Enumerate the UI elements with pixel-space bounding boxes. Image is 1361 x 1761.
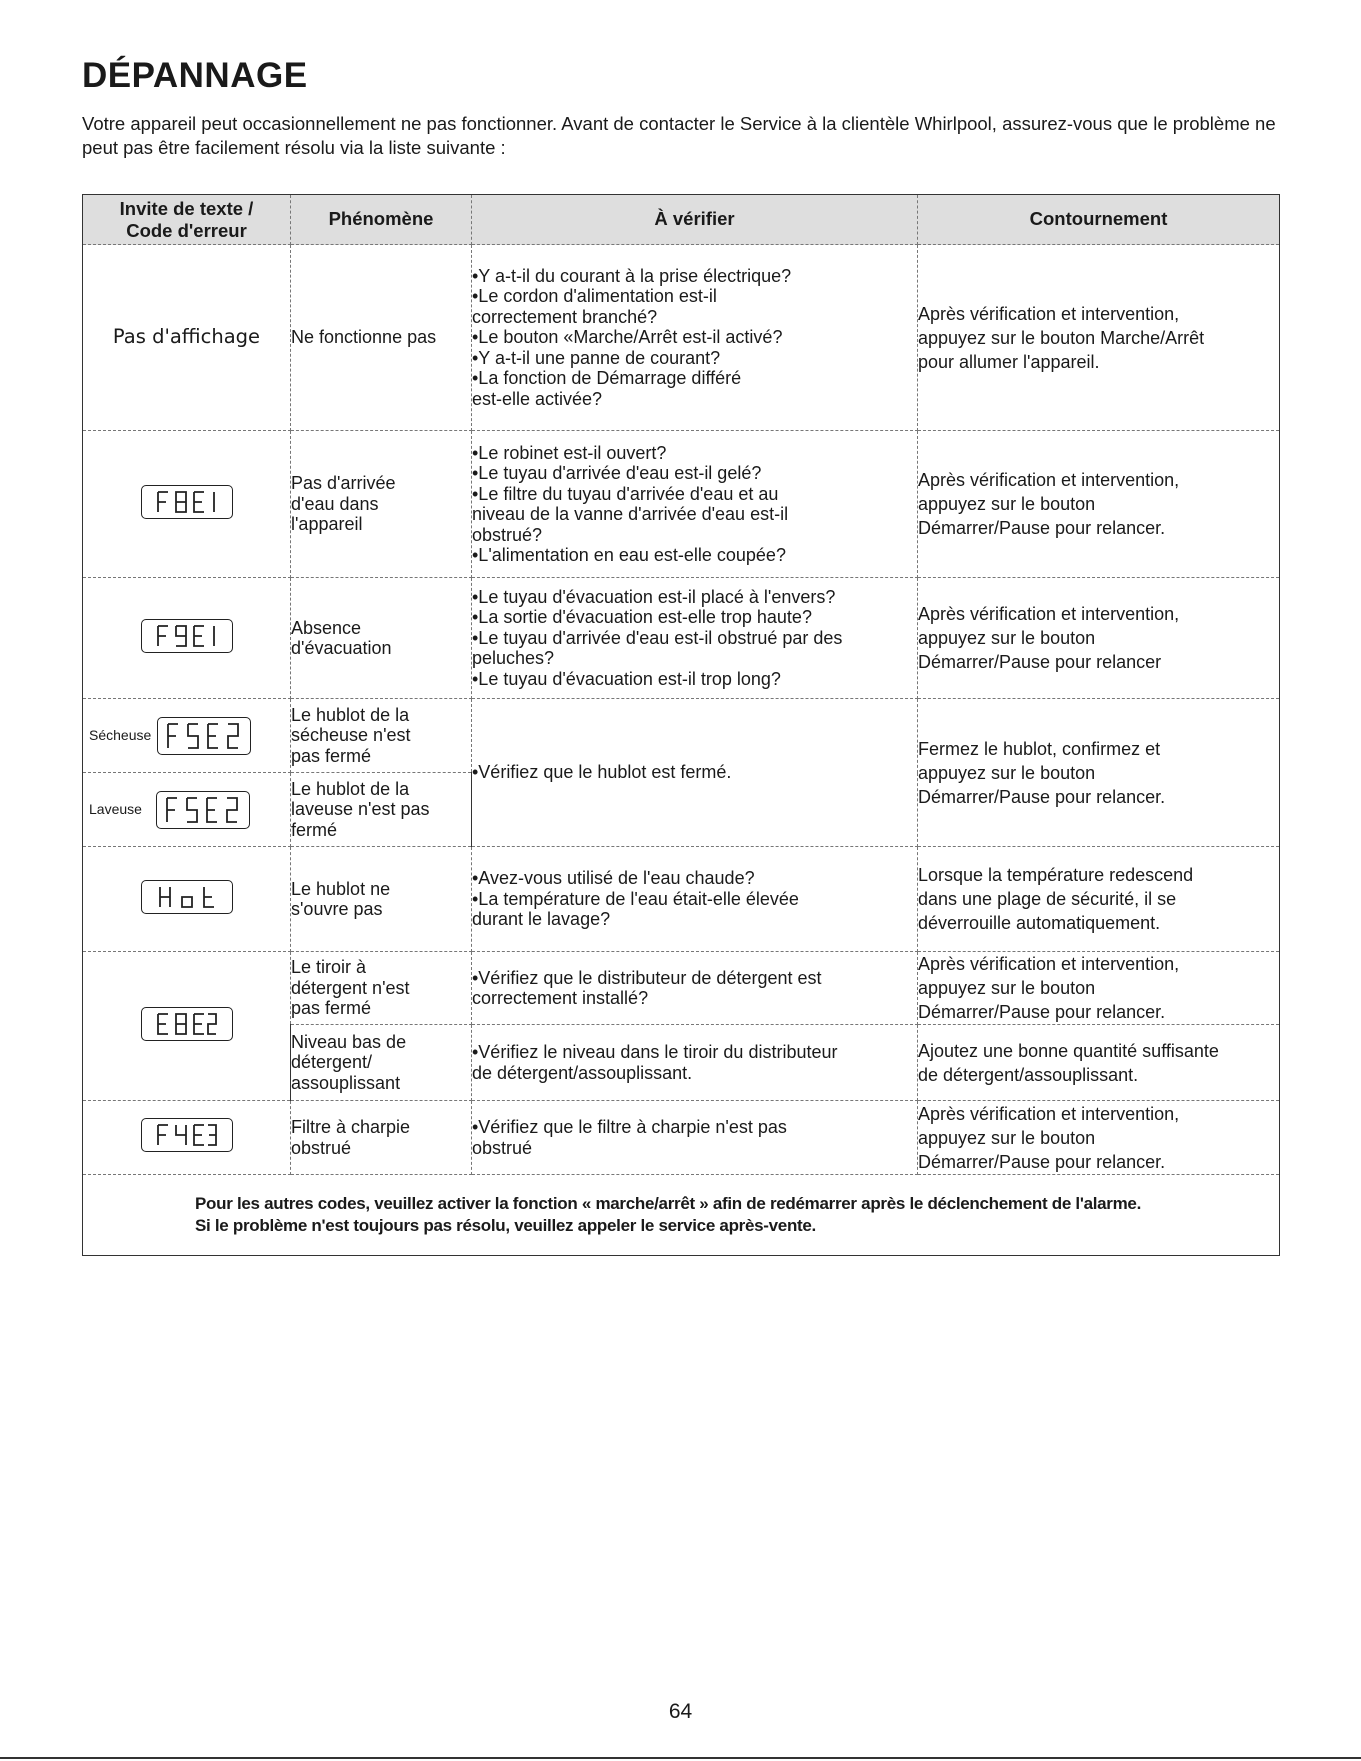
code-cell [83,847,291,952]
fix-line: Après vérification et intervention, [918,604,1180,624]
phenomenon-line: pas fermé [291,998,372,1019]
fix-line: Après vérification et intervention, [918,470,1180,490]
check-line: •Le tuyau d'évacuation est-il placé à l'envers? [472,586,836,607]
phenomenon-line: Le hublot de la [291,704,410,725]
header-check: À vérifier [472,195,918,245]
fix-cell [918,245,1280,431]
table-row [83,952,1280,1025]
phenomenon-cell [291,952,472,1025]
check-cell [472,952,918,1025]
fix-line: Démarrer/Pause pour relancer. [918,1151,1166,1172]
check-cell [472,1101,918,1175]
code-cell [83,245,291,431]
check-line: •Le tuyau d'évacuation est-il trop long? [472,668,781,689]
phenomenon-line: s'ouvre pas [291,899,383,919]
phenomenon-cell [291,699,472,773]
fix-cell [918,952,1280,1025]
check-line: •Le cordon d'alimentation est-il [472,286,717,307]
fix-line: appuyez sur le bouton Marche/Arrêt [918,327,1205,348]
phenomenon-line: sécheuse n'est [291,725,411,746]
header-phenomenon: Phénomène [291,195,472,245]
check-line: •Le bouton «Marche/Arrêt est-il activé? [472,327,783,348]
phenomenon-cell [291,431,472,578]
check-line: durant le lavage? [472,909,611,930]
code-with-label [83,791,290,829]
page-number: 64 [668,1700,693,1723]
check-cell [472,431,918,578]
fix-line: Après vérification et intervention, [918,303,1180,324]
fix-cell [918,1101,1280,1175]
error-code-display [157,717,251,755]
code-cell [83,773,291,847]
code-cell [83,431,291,578]
fix-cell [918,1025,1280,1101]
table-header-row [83,195,1280,245]
error-code-display [156,791,250,829]
fix-line: Après vérification et intervention, [918,1103,1180,1124]
phenomenon-cell [291,847,472,952]
check-line: •Le filtre du tuyau d'arrivée d'eau et au [472,483,779,504]
table-footer-row [83,1175,1280,1256]
check-cell [472,245,918,431]
fix-line: dans une plage de sécurité, il se [918,889,1177,909]
phenomenon-cell [291,1101,472,1175]
phenomenon-line: Le hublot ne [291,878,391,899]
fix-line: Démarrer/Pause pour relancer. [918,518,1166,538]
phenomenon-line: Absence [291,617,362,638]
table-row [83,431,1280,578]
bottom-rule [0,1757,1361,1759]
phenomenon-line: laveuse n'est pas [291,799,430,820]
error-code-display [141,1007,233,1041]
error-code-display [141,880,233,914]
phenomenon-line: détergent/ [291,1052,373,1073]
appliance-label: Laveuse [89,801,142,818]
code-cell [83,1101,291,1175]
phenomenon-line: d'eau dans [291,493,379,514]
check-line: •Y a-t-il une panne de courant? [472,347,721,368]
footer-line: Pour les autres codes, veuillez activer la fonction « marche/arrêt » afin de redémarrer après le déclenchement de l'alarme. [195,1194,1142,1213]
check-line: obstrué? [472,524,543,545]
fix-line: appuyez sur le bouton [918,628,1096,648]
fix-line: Ajoutez une bonne quantité suffisante [918,1040,1219,1061]
phenomenon-cell [291,578,472,699]
check-line: •La température de l'eau était-elle élevée [472,888,799,909]
check-cell [472,1025,918,1101]
lcd-code-f5e2 [163,795,243,825]
fix-line: Fermez le hublot, confirmez et [918,738,1161,759]
check-line: •La fonction de Démarrage différé [472,368,742,389]
fix-line: Lorsque la température redescend [918,865,1194,885]
fix-line: Démarrer/Pause pour relancer. [918,1002,1166,1022]
fix-line: Démarrer/Pause pour relancer. [918,786,1166,807]
phenomenon-line: Le tiroir à [291,957,367,978]
header-code-line: Invite de texte / [119,197,254,219]
footer-note-cell [83,1175,1280,1256]
code-cell [83,578,291,699]
phenomenon-line: obstrué [291,1137,352,1158]
check-line: •Vérifiez que le distributeur de détergent est [472,967,822,988]
phenomenon-line: fermé [291,819,338,840]
fix-line: appuyez sur le bouton [918,1127,1096,1148]
phenomenon-line: l'appareil [291,514,363,535]
table-row [83,1101,1280,1175]
intro-paragraph: Votre appareil peut occasionnellement ne pas fonctionner. Avant de contacter le Service à la clientèle Whirlpool, assurez-vous que le problème ne peut pas être facilement résolu via la liste suivante : [82,113,1276,158]
code-cell [83,952,291,1101]
no-display-label: Pas d'affichage [112,325,261,349]
check-line: •Vérifiez que le hublot est fermé. [472,762,732,783]
check-line: est-elle activée? [472,388,603,409]
fix-cell [918,847,1280,952]
check-line: •Avez-vous utilisé de l'eau chaude? [472,868,755,889]
error-code-display [141,619,233,653]
check-line: •Le robinet est-il ouvert? [472,442,667,463]
code-with-label [83,717,290,755]
footer-line: Si le problème n'est toujours pas résolu, veuillez appeler le service après-vente. [195,1216,816,1235]
header-code-line: Code d'erreur [126,219,247,241]
phenomenon-line: pas fermé [291,745,372,766]
appliance-label: Sécheuse [89,727,152,744]
check-line: •Le tuyau d'arrivée d'eau est-il gelé? [472,463,762,483]
phenomenon-line: Le hublot de la [291,778,410,799]
check-cell [472,699,918,847]
check-line: niveau de la vanne d'arrivée d'eau est-il [472,504,789,524]
check-line: peluches? [472,648,555,669]
check-line: de détergent/assouplissant. [472,1062,693,1083]
error-code-display [141,1118,233,1152]
check-cell [472,847,918,952]
check-line: •Y a-t-il du courant à la prise électrique? [472,265,792,286]
fix-cell [918,431,1280,578]
phenomenon-cell [291,1025,472,1101]
error-code-display [141,485,233,519]
lcd-code-f5e2 [164,721,244,751]
fix-line: appuyez sur le bouton [918,494,1096,514]
table-row [83,245,1280,431]
fix-line: Démarrer/Pause pour relancer [918,652,1162,672]
check-line: •Vérifiez le niveau dans le tiroir du distributeur [472,1042,838,1062]
phenomenon-line: Filtre à charpie [291,1117,411,1137]
check-cell [472,578,918,699]
header-fix: Contournement [918,195,1280,245]
lcd-code-f9e1 [154,623,220,649]
fix-line: Après vérification et intervention, [918,954,1180,974]
page-title: DÉPANNAGE [82,56,308,95]
fix-cell [918,699,1280,847]
table-row [83,578,1280,699]
lcd-code-f4e3 [154,1122,220,1148]
check-line: •Le tuyau d'arrivée d'eau est-il obstrué par des [472,627,843,648]
check-line: correctement installé? [472,988,649,1008]
fix-line: pour allumer l'appareil. [918,351,1100,372]
lcd-code-e8e2 [154,1011,220,1037]
phenomenon-line: d'évacuation [291,638,392,658]
check-line: •L'alimentation en eau est-elle coupée? [472,545,786,565]
check-line: •Vérifiez que le filtre à charpie n'est pas [472,1117,787,1137]
code-cell [83,699,291,773]
fix-line: appuyez sur le bouton [918,762,1096,783]
phenomenon-cell [291,245,472,431]
phenomenon-cell [291,773,472,847]
check-line: correctement branché? [472,306,658,327]
troubleshooting-table [82,194,1280,1256]
table-row [83,699,1280,773]
table-row [83,847,1280,952]
check-line: obstrué [472,1137,533,1158]
phenomenon-line: détergent n'est [291,977,410,998]
fix-line: de détergent/assouplissant. [918,1064,1139,1085]
fix-line: appuyez sur le bouton [918,978,1096,998]
check-line: •La sortie d'évacuation est-elle trop haute? [472,607,812,628]
fix-line: déverrouille automatiquement. [918,913,1161,933]
phenomenon-line: Ne fonctionne pas [291,327,437,348]
footer-note [195,1193,1279,1237]
header-code [83,195,291,245]
phenomenon-line: Pas d'arrivée [291,473,396,494]
lcd-code-f8e1 [154,489,220,515]
phenomenon-line: Niveau bas de [291,1031,407,1052]
fix-cell [918,578,1280,699]
lcd-code-hot [154,884,220,910]
phenomenon-line: assouplissant [291,1072,401,1093]
